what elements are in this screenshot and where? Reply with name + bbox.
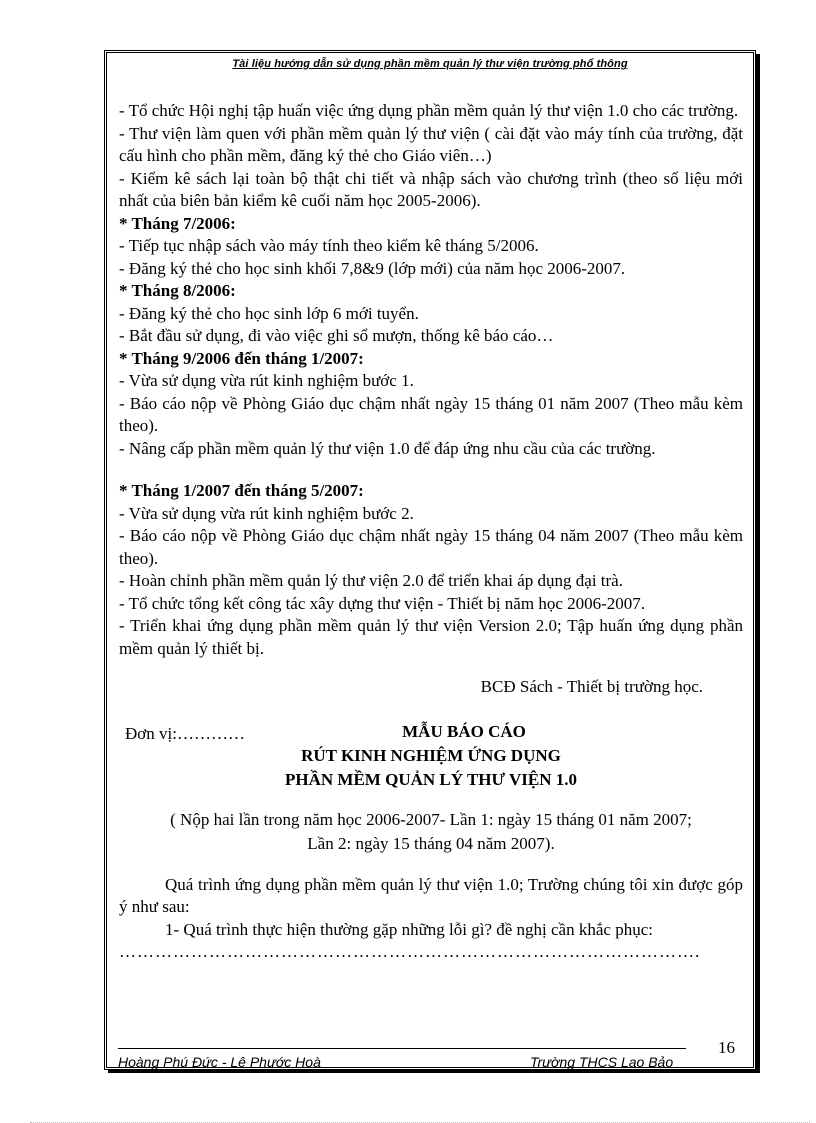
text-line: - Hoàn chỉnh phần mềm quản lý thư viện 2.0 để triển khai áp dụng đại trà. [119,571,623,590]
submission-note-line-1: ( Nộp hai lần trong năm học 2006-2007- Lần 1: ngày 15 tháng 01 năm 2007; [170,809,692,829]
document-header: Tài liệu hướng dẫn sử dụng phần mềm quản lý thư viện trường phổ thông [232,58,628,70]
text-line: - Triển khai ứng dụng phần mềm quản lý thư viện Version 2.0; Tập huấn ứng dụng phần mềm quản lý thiết bị. [119,616,743,658]
submission-note-line-2: Lần 2: ngày 15 tháng 04 năm 2007). [307,833,555,853]
text-line: - Tiếp tục nhập sách vào máy tính theo kiểm kê tháng 5/2006. [119,236,539,255]
text-line: - Đăng ký thẻ cho học sinh khối 7,8&9 (lớp mới) của năm học 2006-2007. [119,258,626,278]
signature: BCĐ Sách - Thiết bị trường học. [480,677,703,696]
footer-school: Trường THCS Lao Bảo [530,1054,674,1070]
text-line: - Vừa sử dụng vừa rút kinh nghiệm bước 1. [119,371,414,390]
form-heading [119,720,743,792]
section-heading: * Tháng 1/2007 đến tháng 5/2007: [119,481,364,500]
section-heading: * Tháng 8/2006: [119,281,236,300]
form-title-line-1: MẪU BÁO CÁO [402,721,526,741]
form-title-line-3: PHẦN MỀM QUẢN LÝ THƯ VIỆN 1.0 [285,769,577,789]
text-line: - Tổ chức Hội nghị tập huấn việc ứng dụng phần mềm quản lý thư viện 1.0 cho các trường. [119,101,739,120]
text-line: - Kiểm kê sách lại toàn bộ thật chi tiết và nhập sách vào chương trình (theo số liệu mới nhất của biên bản kiểm kê cuối năm học 2005-2006). [119,168,743,210]
text-line: - Báo cáo nộp về Phòng Giáo dục chậm nhất ngày 15 tháng 01 năm 2007 (Theo mẫu kèm theo). [119,393,743,435]
text-line: - Thư viện làm quen với phần mềm quản lý thư viện ( cài đặt vào máy tính của trường, đặt cấu hình cho phần mềm, đăng ký thẻ cho Giáo viên…) [119,123,743,165]
spacer [119,460,743,480]
text-line: - Đăng ký thẻ cho học sinh lớp 6 mới tuyển. [119,303,419,323]
document-body [119,100,743,964]
footer-authors: Hoàng Phú Đức - Lê Phước Hoà [118,1054,321,1070]
form-intro: Quá trình ứng dụng phần mềm quản lý thư viện 1.0; Trường chúng tôi xin được góp ý như sau: [119,874,743,916]
text-line: - Nâng cấp phần mềm quản lý thư viện 1.0 để đáp ứng nhu cầu của các trường. [119,438,656,458]
form-title-line-2: RÚT KINH NGHIỆM ỨNG DỤNG [301,745,561,765]
page-number: 16 [718,1038,735,1057]
section-heading: * Tháng 7/2006: [119,213,236,233]
form-title [119,720,743,792]
unit-label: Đơn vị:………… [125,723,245,743]
page-border-shadow-right [756,54,760,1073]
submission-note [119,808,743,856]
text-line: - Báo cáo nộp về Phòng Giáo dục chậm nhất ngày 15 tháng 04 năm 2007 (Theo mẫu kèm theo). [119,526,743,568]
answer-dots: ……………………………………………………………………………………. [119,942,701,961]
text-line: - Bắt đầu sử dụng, đi vào việc ghi sổ mượn, thống kê báo cáo… [119,326,554,345]
text-line: - Tổ chức tổng kết công tác xây dựng thư viện - Thiết bị năm học 2006-2007. [119,593,646,613]
question-1: 1- Quá trình thực hiện thường gặp những lỗi gì? đề nghị cần khắc phục: [165,919,653,939]
section-heading: * Tháng 9/2006 đến tháng 1/2007: [119,348,364,368]
text-line: - Vừa sử dụng vừa rút kinh nghiệm bước 2. [119,503,414,523]
page-border-shadow-bottom [108,1070,760,1073]
footer-divider [118,1048,686,1049]
